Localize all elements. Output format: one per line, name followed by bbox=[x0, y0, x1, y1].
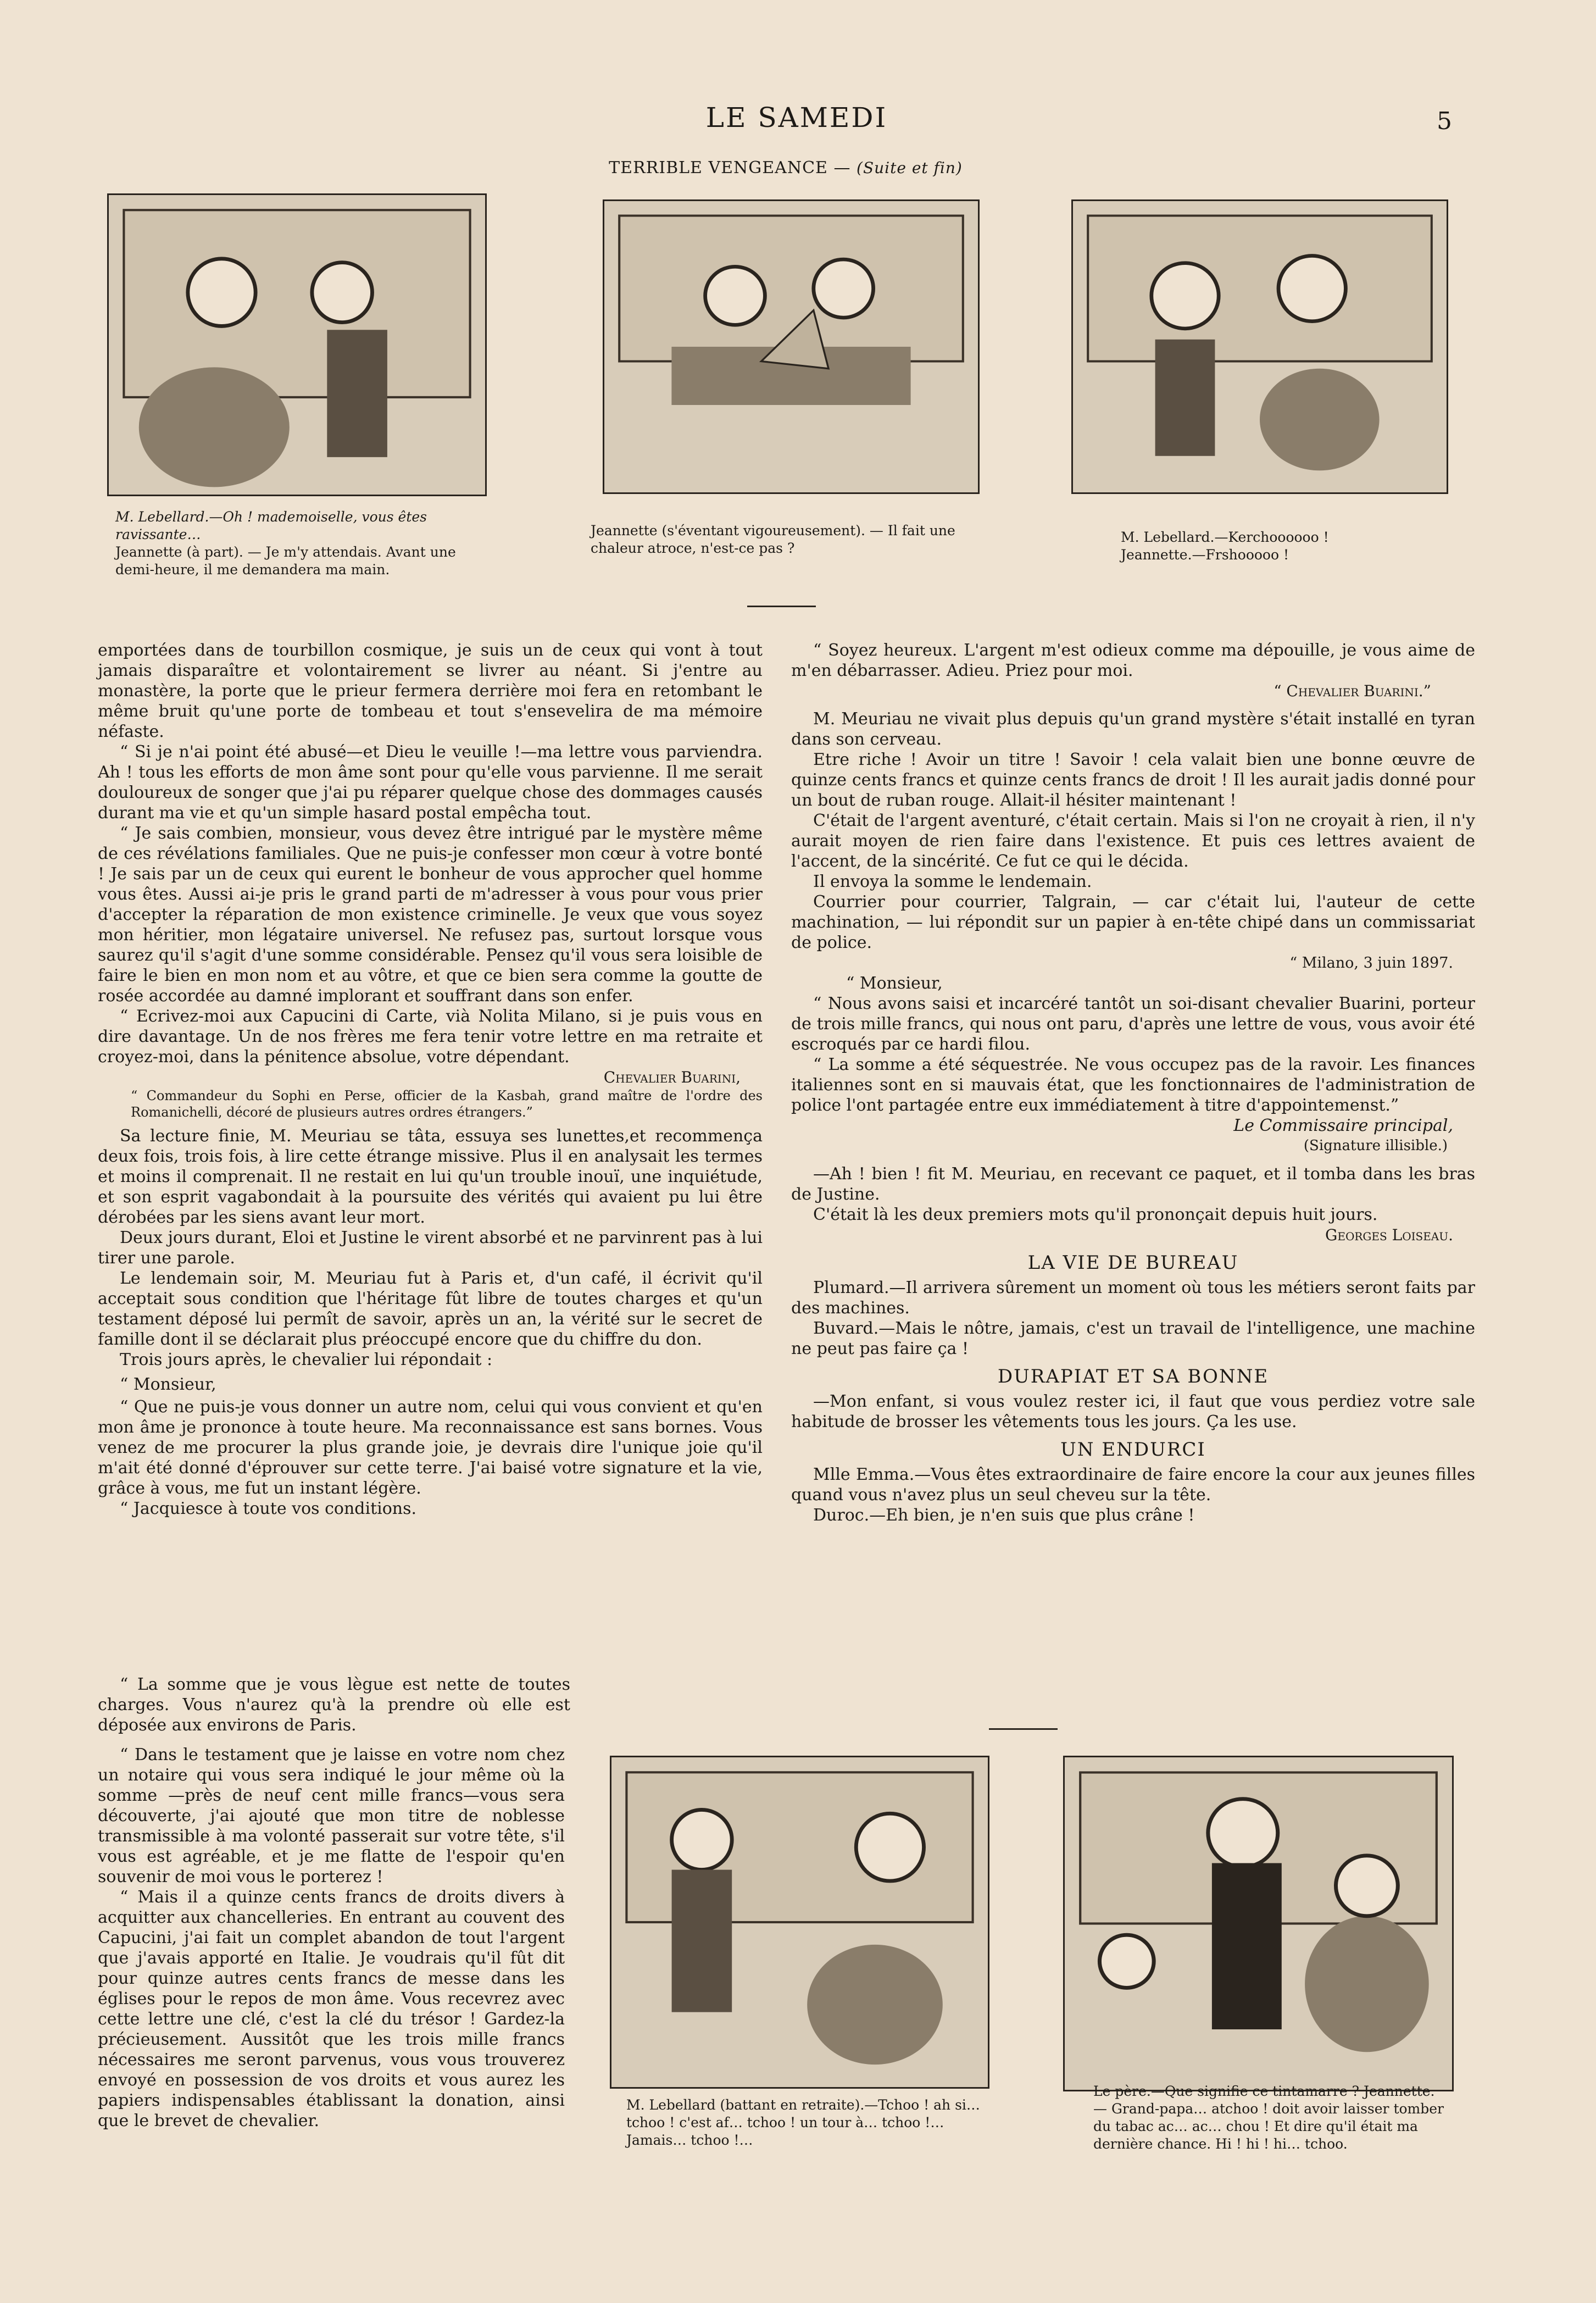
engraving-couple-sneezing bbox=[1073, 201, 1447, 492]
paragraph: “ Monsieur, bbox=[120, 1375, 216, 1394]
page-number: 5 bbox=[1437, 107, 1452, 135]
caption-illustration-5 bbox=[1093, 2083, 1450, 2153]
signature-illisible: (Signature illisible.) bbox=[1303, 1137, 1448, 1154]
paragraph: “ Ecrivez-moi aux Capucini di Carte, vià Nolita Milano, si je puis vous en dire davantage. Un de nos frères me fera tenir votre lettre en ma retraite et croyez-moi, dans la pénitence absolue, votre dépendant. bbox=[98, 1007, 763, 1067]
paragraph: “ La somme a été séquestrée. Ne vous occupez pas de la ravoir. Les finances italiennes sont en si mauvais état, que les fonctionnaires de l'administration de police l'ont partagée entre eux immédiatement à titre d'appointemenst.” bbox=[791, 1055, 1475, 1115]
caption-illustration-3 bbox=[1121, 529, 1417, 564]
paragraph: “ La somme que je vous lègue est nette de toutes charges. Vous n'aurez qu'à la prendre où elle est déposée aux environs de Paris. bbox=[98, 1675, 570, 1735]
masthead: LE SAMEDI bbox=[705, 102, 888, 134]
engraving-man-retreating bbox=[611, 1757, 988, 2087]
caption-illustration-4 bbox=[626, 2096, 1000, 2149]
paragraph: C'était de l'argent aventuré, c'était certain. Mais si l'on ne croyait à rien, il n'y aurait moyen de rien faire dans l'existence. Et puis ces lettres avaient de l'accent, de la sincérité. Ce fut ce qui le décida. bbox=[791, 811, 1475, 871]
caption-1-line-1: M. Lebellard.—Oh ! mademoiselle, vous êtes ravissante… bbox=[115, 509, 427, 542]
paragraph: Etre riche ! Avoir un titre ! Savoir ! cela valait bien une bonne œuvre de quinze cents francs et quinze cents francs de droit ! Il les aurait jadis donné pour un bout de ruban rouge. Allait-il hésiter maintenant ! bbox=[791, 750, 1475, 810]
illustration-1 bbox=[107, 193, 487, 496]
signature-buarini-right: “ Chevalier Buarini.” bbox=[1274, 682, 1431, 700]
paragraph: “ Dans le testament que je laisse en votre nom chez un notaire qui vous sera indiqué le jour même où la somme —près de neuf cent mille francs—vous sera découverte, j'ai ajouté que mon titre de noblesse transmissible à ma volonté passerait sur votre tête, s'il vous est agréable, et je me flatte de l'espoir qu'en souvenir de moi vous le porterez ! bbox=[98, 1745, 565, 1886]
heading-durapiat: DURAPIAT ET SA BONNE bbox=[997, 1366, 1269, 1388]
heading-vie-de-bureau: LA VIE DE BUREAU bbox=[1027, 1252, 1239, 1274]
paragraph: “ Jacquiesce à toute vos conditions. bbox=[120, 1499, 417, 1518]
left-column bbox=[98, 640, 763, 1519]
author-signature: Georges Loiseau. bbox=[1325, 1226, 1453, 1244]
divider-top bbox=[747, 606, 816, 607]
signature-buarini: Chevalier Buarini, bbox=[603, 1068, 741, 1086]
commissaire: Le Commissaire principal, bbox=[1233, 1116, 1453, 1135]
paragraph: Duroc.—Eh bien, je n'en suis que plus crâne ! bbox=[813, 1506, 1195, 1525]
paragraph: C'était là les deux premiers mots qu'il prononçait depuis huit jours. bbox=[813, 1205, 1378, 1224]
paragraph: Il envoya la somme le lendemain. bbox=[813, 872, 1092, 891]
paragraph: Sa lecture finie, M. Meuriau se tâta, essuya ses lunettes,et recommença deux fois, trois fois, à lire cette étrange missive. Plus il en analysait les termes et moins il comprenait. Il ne restait en lui qu'un trouble inouï, une inquiétude, et son esprit vagabondait à la poursuite des vérités qui avaient pu lui être dérobées par les siens avant leur mort. bbox=[98, 1126, 763, 1227]
signature-note: “ Commandeur du Sophi en Perse, officier de la Kasbah, grand maître de l'ordre des Romanichelli, décoré de plusieurs autres ordres étrangers.” bbox=[131, 1088, 763, 1120]
paragraph: Plumard.—Il arrivera sûrement un moment où tous les métiers seront faits par des machines. bbox=[791, 1278, 1475, 1318]
engraving-father-and-couple bbox=[1065, 1757, 1452, 2090]
left-column-narrow-top bbox=[98, 1674, 763, 1735]
caption-illustration-1 bbox=[115, 508, 489, 579]
serial-main: TERRIBLE VENGEANCE — bbox=[609, 158, 851, 177]
paragraph: “ Que ne puis-je vous donner un autre nom, celui qui vous convient et qu'en mon âme je prononce à toute heure. Ma reconnaissance est sans bornes. Vous venez de me procurer la plus grande joie, je devrais dire l'unique joie qu'il m'ait été donné d'éprouver sur cette terre. J'ai baisé votre signature et la vie, grâce à vous, me fut un instant légère. bbox=[98, 1397, 763, 1498]
serial-sub: (Suite et fin) bbox=[857, 159, 963, 177]
illustration-5 bbox=[1063, 1756, 1454, 2091]
paragraph: Courrier pour courrier, Talgrain, — car c'était lui, l'auteur de cette machination, — lui répondit sur un papier à en-tête chipé dans un commissariat de police. bbox=[791, 892, 1475, 952]
paragraph: “ Nous avons saisi et incarcéré tantôt un soi-disant chevalier Buarini, porteur de trois mille francs, qui nous ont paru, d'après une lettre de vous, vous avoir été escroqués par ce hardi filou. bbox=[791, 994, 1475, 1054]
paragraph: M. Meuriau ne vivait plus depuis qu'un grand mystère s'était installé en tyran dans son cerveau. bbox=[791, 709, 1475, 749]
illustration-4 bbox=[610, 1756, 989, 2089]
paragraph: “ Monsieur, bbox=[846, 974, 943, 993]
heading-endurci: UN ENDURCI bbox=[1060, 1439, 1206, 1461]
engraving-couple-seated-fan bbox=[604, 201, 978, 492]
paragraph: “ Si je n'ai point été abusé—et Dieu le veuille !—ma lettre vous parviendra. Ah ! tous les efforts de mon âme sont pour qu'elle vous parvienne. Il me serait douloureux de songer que j'ai pu réparer quelque chose des dommages causés durant ma vie et qu'un simple hasard postal empêcha tout. bbox=[98, 742, 763, 823]
paragraph: —Mon enfant, si vous voulez rester ici, il faut que vous perdiez votre sale habitude de brosser les vêtements tous les jours. Ça les use. bbox=[791, 1392, 1475, 1431]
engraving-couple-handshake bbox=[109, 195, 485, 495]
illustration-2 bbox=[603, 199, 980, 494]
paragraph: —Ah ! bien ! fit M. Meuriau, en recevant ce paquet, et il tomba dans les bras de Justine. bbox=[791, 1164, 1475, 1204]
caption-1-line-2: Jeannette (à part). — Je m'y attendais. Avant une demi-heure, il me demandera ma main. bbox=[115, 544, 456, 578]
caption-5-text: Le père.—Que signifie ce tintamarre ? Jeannette. — Grand-papa… atchoo ! doit avoir laisser tomber du tabac ac… ac… chou ! Et dire qu'il était ma dernière chance. Hi ! hi ! hi… tchoo. bbox=[1093, 2083, 1444, 2152]
paragraph: “ Mais il a quinze cents francs de droits divers à acquitter aux chancelleries. En entrant au couvent des Capucini, j'ai fait un complet abandon de tout l'argent que j'avais apporté en Italie. Je voudrais qu'il fût dit pour quinze autres cents francs de messe dans les églises pour le repos de mon âme. Vous recevrez avec cette lettre une clé, c'est la clé du trésor ! Gardez-la précieusement. Aussitôt que les trois mille francs nécessaires me seront parvenus, vous vous trouverez envoyé en possession de vos droits et vous aurez les papiers indispensables établissant la donation, ainsi que le brevet de chevalier. bbox=[98, 1888, 565, 2130]
serial-title bbox=[560, 158, 1011, 177]
paragraph: Mlle Emma.—Vous êtes extraordinaire de faire encore la cour aux jeunes filles quand vous n'avez plus un seul cheveu sur la tête. bbox=[791, 1465, 1475, 1505]
caption-4-text: M. Lebellard (battant en retraite).—Tchoo ! ah si… tchoo ! c'est af… tchoo ! un tour à… tchoo !… Jamais… tchoo !… bbox=[626, 2097, 980, 2148]
caption-2-line-1: Jeannette (s'éventant vigoureusement). — Il fait une chaleur atroce, n'est-ce pas ? bbox=[591, 523, 955, 556]
illustration-3 bbox=[1071, 199, 1448, 494]
paragraph: Trois jours après, le chevalier lui répondait : bbox=[120, 1350, 493, 1369]
dateline: “ Milano, 3 juin 1897. bbox=[1289, 955, 1453, 972]
left-column-narrow bbox=[98, 1745, 565, 2131]
caption-illustration-2 bbox=[591, 522, 986, 557]
right-column bbox=[791, 640, 1475, 1525]
caption-3-line-2: Jeannette.—Frshooooo ! bbox=[1121, 547, 1289, 563]
paragraph: Deux jours durant, Eloi et Justine le virent absorbé et ne parvinrent pas à lui tirer une parole. bbox=[98, 1228, 763, 1268]
paragraph: emportées dans de tourbillon cosmique, je suis un de ceux qui vont à tout jamais disparaître et volontairement se livrer au néant. Si j'entre au monastère, la porte que le prieur fermera derrière moi fera en retombant le même bruit qu'une porte de tombeau et tout s'ensevelira de ma mémoire néfaste. bbox=[98, 641, 763, 741]
divider-bottom bbox=[989, 1728, 1058, 1730]
caption-3-line-1: M. Lebellard.—Kerchoooooo ! bbox=[1121, 529, 1329, 545]
paragraph: “ Soyez heureux. L'argent m'est odieux comme ma dépouille, je vous aime de m'en débarrasser. Adieu. Priez pour moi. bbox=[791, 641, 1475, 680]
paragraph: Le lendemain soir, M. Meuriau fut à Paris et, d'un café, il écrivit qu'il acceptait sous condition que l'héritage fût libre de toutes charges et qu'un testament déposé lui permît de savoir, après un an, la vérité sur le secret de famille dont il se déclarait plus préoccupé encore que du chiffre du don. bbox=[98, 1269, 763, 1349]
paragraph: Buvard.—Mais le nôtre, jamais, c'est un travail de l'intelligence, une machine ne peut pas faire ça ! bbox=[791, 1319, 1475, 1358]
paragraph: “ Je sais combien, monsieur, vous devez être intrigué par le mystère même de ces révélations familiales. Que ne puis-je confesser mon cœur à votre bonté ! Je sais par un de ceux qui eurent le bonheur de vous approcher quel homme vous êtes. Aussi ai-je pris le grand parti de m'adresser à vous pour vous prier d'accepter la réparation de mon existence criminelle. Je veux que vous soyez mon héritier, mon légataire universel. Ne refusez pas, surtout lorsque vous saurez qu'il s'agit d'une somme considérable. Pensez qu'il vous sera loisible de faire le bien en mon nom et au vôtre, et que ce bien sera comme la goutte de rosée accordée au damné implorant et souffrant dans son enfer. bbox=[98, 824, 763, 1006]
